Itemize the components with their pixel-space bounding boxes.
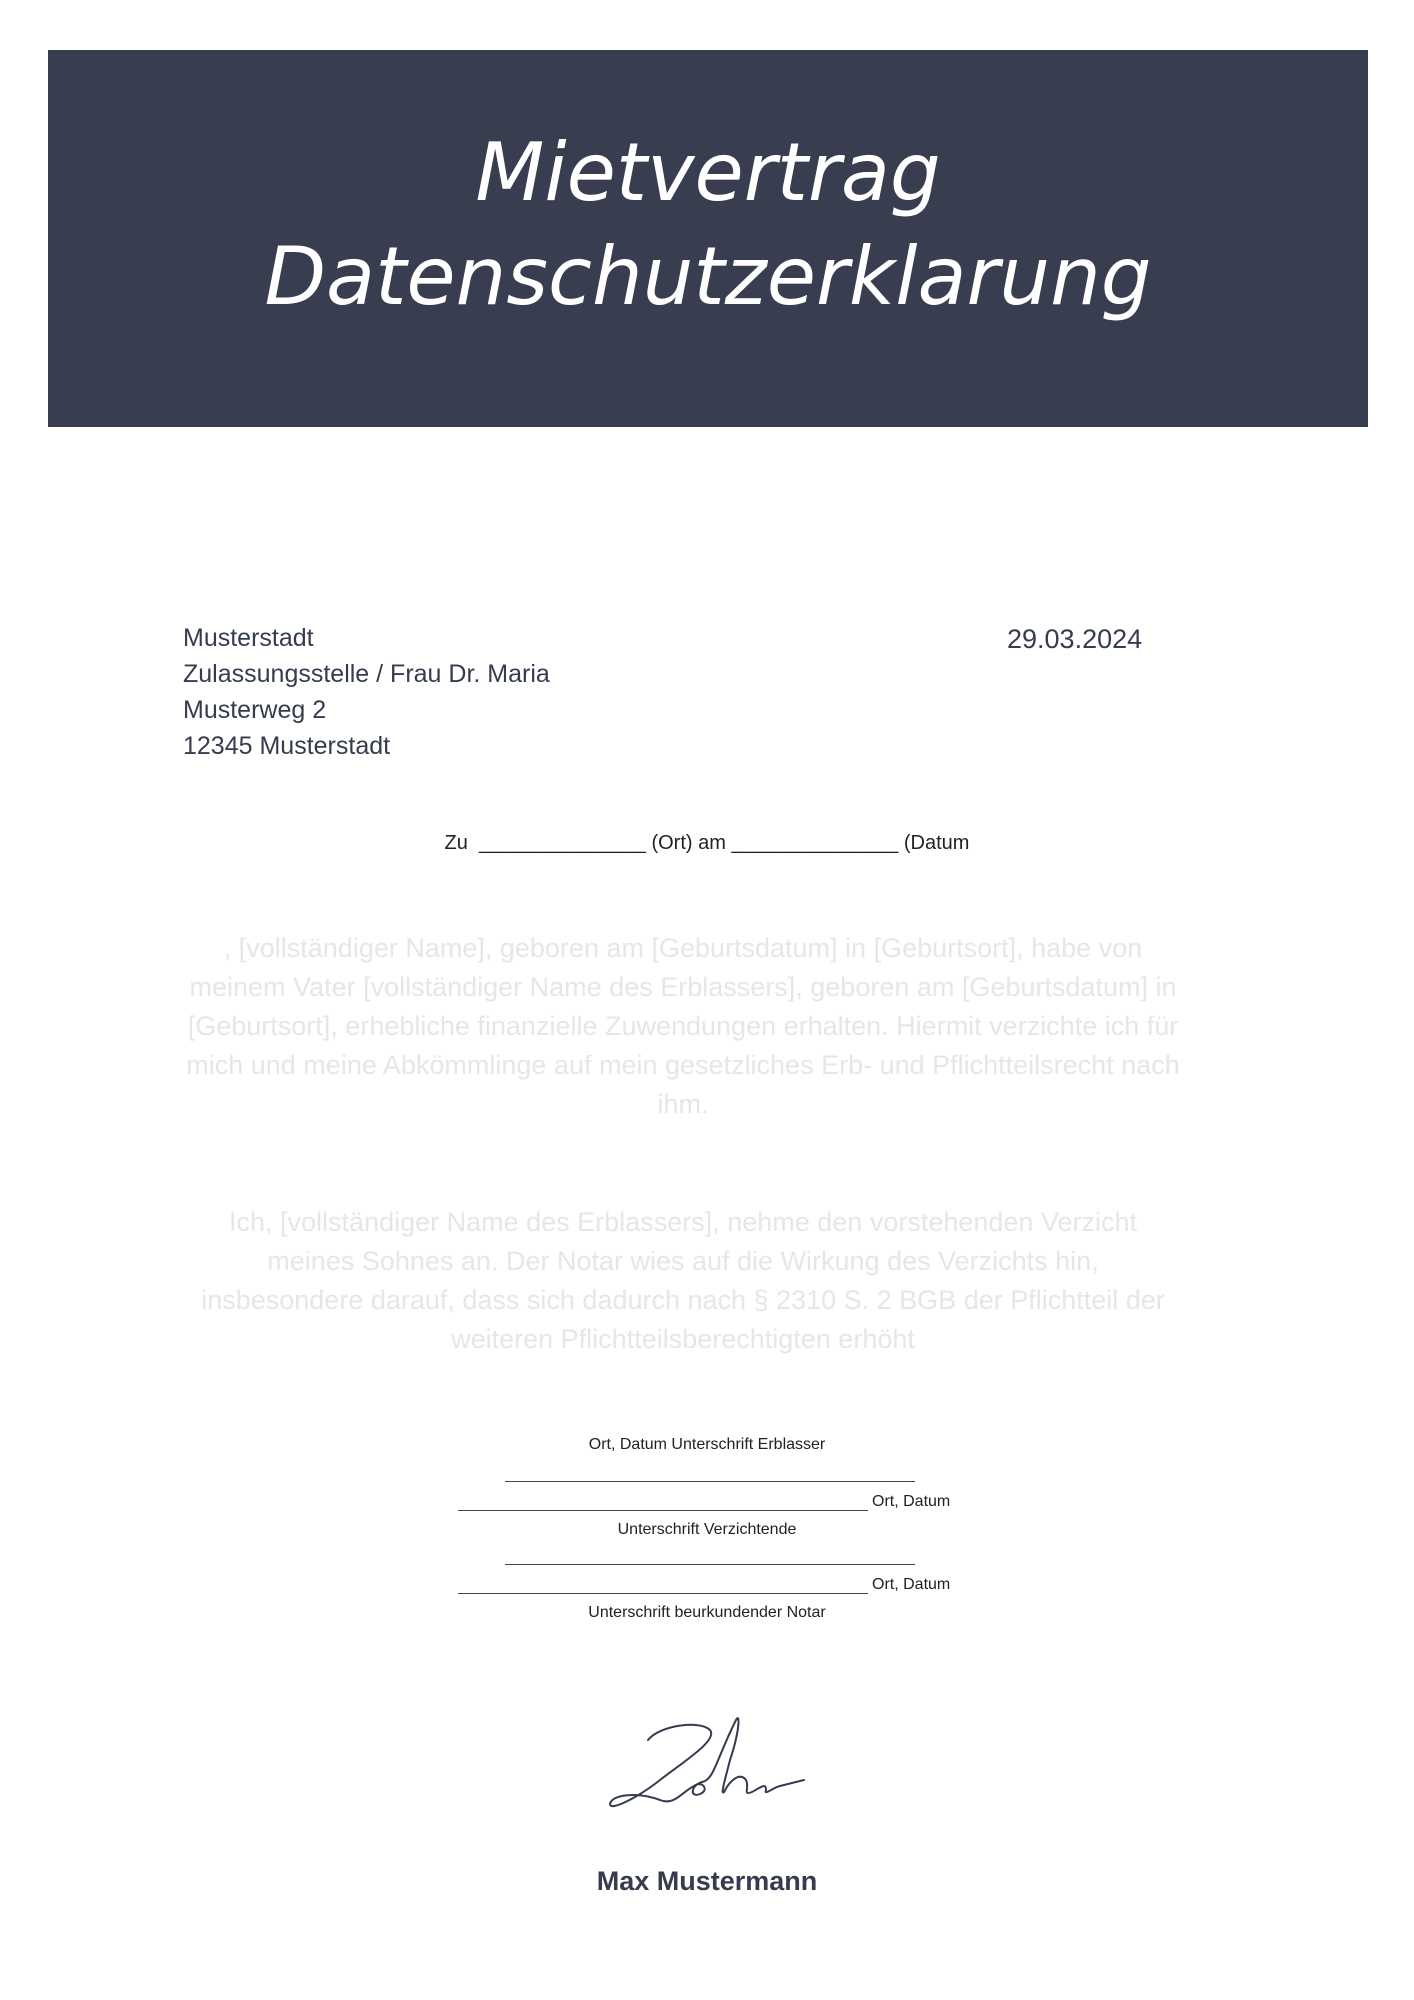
signature-rule (458, 1593, 868, 1594)
document-date: 29.03.2024 (1007, 624, 1143, 654)
sender-office: Zulassungsstelle / Frau Dr. Maria (183, 660, 550, 688)
place-blank: _______________ (479, 832, 646, 854)
signature-label-testator: Ort, Datum Unterschrift Erblasser (588, 1436, 826, 1453)
signature-label-renouncer: Unterschrift Verzichtende (617, 1521, 797, 1538)
signature-rule (458, 1510, 868, 1511)
place-date-label: Ort, Datum (872, 1576, 951, 1593)
date-blank: _______________ (731, 832, 899, 854)
acceptance-paragraph: Ich, [vollständiger Name des Erblassers], nehme den vorstehenden Verzicht meines Sohnes an. Der Notar wies auf die Wirkung des Verzichts hin, insbesondere darauf, dass sich dadurch nach § 2310 S. 2 BGB der Pflichtteil der weiteren Pflichtteilsberechtigten erhöht (201, 1207, 1165, 1354)
place-date-line (0, 832, 1414, 855)
title-line-1: Mietvertrag (475, 125, 941, 219)
document-title (264, 121, 1151, 329)
handwritten-signature (590, 1700, 810, 1830)
signer-name: Max Mustermann (596, 1866, 818, 1896)
date-suffix: (Datum (903, 832, 970, 854)
header-banner (48, 50, 1368, 427)
title-line-2: Datenschutzerklarung (264, 229, 1152, 323)
sender-postcode-city: 12345 Musterstadt (183, 732, 391, 760)
place-date-label: Ort, Datum (872, 1493, 951, 1510)
waiver-paragraph: , [vollständiger Name], geboren am [Geburtsdatum] in [Geburtsort], habe von meinem Vater [vollständiger Name des Erblassers], geboren am [Geburtsdatum] in [Geburtsort], erhebliche finanzielle Zuwendungen erhalten. Hiermit verzichte ich für mich und meine Abkömmlinge auf mein gesetzliches Erb- und Pflichtteilsrecht nach ihm. (186, 933, 1180, 1119)
sender-street: Musterweg 2 (183, 696, 327, 724)
sender-city: Musterstadt (183, 624, 314, 652)
signature-label-notary: Unterschrift beurkundender Notar (588, 1604, 826, 1621)
signature-rule (505, 1564, 915, 1565)
signature-rule (505, 1481, 915, 1482)
place-middle: (Ort) am (651, 832, 726, 854)
sender-address (183, 620, 550, 764)
place-prefix: Zu (444, 832, 468, 854)
